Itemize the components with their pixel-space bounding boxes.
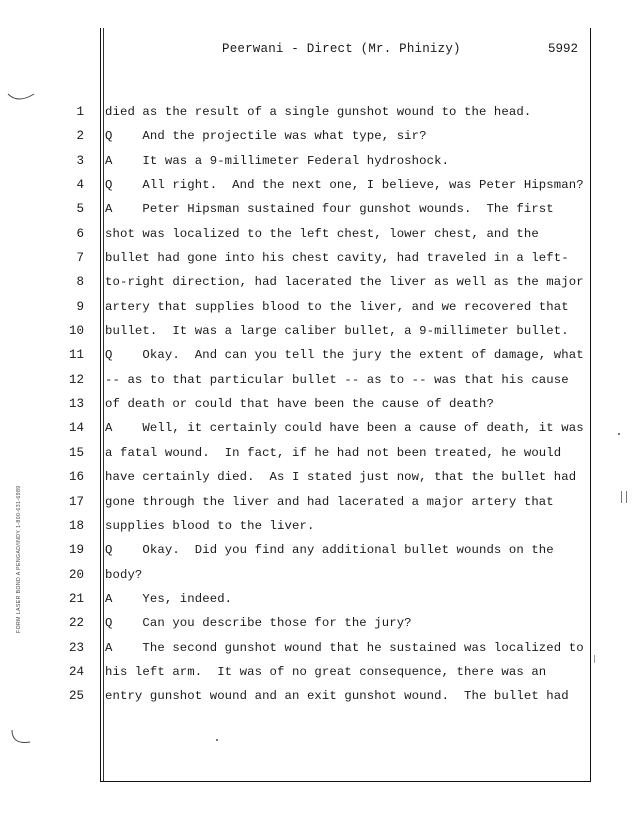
line-number: 24: [68, 664, 84, 679]
transcript-line: A Yes, indeed.: [105, 591, 233, 606]
line-number: 13: [68, 397, 84, 412]
line-number: 3: [76, 153, 84, 168]
transcript-line: Q Can you describe those for the jury?: [105, 616, 412, 631]
page-number: 5992: [548, 42, 579, 56]
transcript-line: died as the result of a single gunshot wound to the head.: [105, 105, 532, 119]
line-number-column: [58, 102, 84, 711]
scan-mark: [594, 655, 595, 663]
transcript-line: -- as to that particular bullet -- as to -- was that his cause: [105, 372, 569, 387]
line-number: 17: [68, 494, 84, 509]
line-number: 4: [76, 178, 84, 193]
transcript-line: entry gunshot wound and an exit gunshot wound. The bullet had: [105, 689, 569, 704]
transcript-line: supplies blood to the liver.: [105, 518, 315, 533]
line-number: 25: [68, 689, 84, 704]
line-number: 21: [68, 591, 84, 606]
line-number: 22: [68, 616, 84, 631]
transcript-line: A The second gunshot wound that he sustained was localized to: [105, 640, 584, 655]
transcript-line: have certainly died. As I stated just now, that the bullet had: [105, 470, 577, 485]
line-number: 9: [76, 299, 84, 314]
line-number: 18: [68, 518, 84, 533]
scan-speck: [216, 739, 218, 741]
page-header-title: Peerwani - Direct (Mr. Phinizy): [222, 42, 461, 56]
transcript-line: his left arm. It was of no great consequence, there was an: [105, 664, 547, 679]
transcript-line: A It was a 9-millimeter Federal hydroshock.: [105, 153, 450, 168]
transcript-line: bullet had gone into his chest cavity, had traveled in a left-: [105, 251, 569, 266]
inner-margin-rule: [103, 28, 104, 782]
transcript-line: A Peter Hipsman sustained four gunshot wounds. The first: [105, 202, 554, 217]
line-number: 10: [68, 324, 84, 339]
line-number: 12: [68, 372, 84, 387]
transcript-line: a fatal wound. In fact, if he had not been treated, he would: [105, 445, 562, 460]
transcript-line: Q Okay. Did you find any additional bullet wounds on the: [105, 543, 554, 558]
transcript-line: to-right direction, had lacerated the liver as well as the major: [105, 275, 584, 290]
scan-mark: [621, 491, 627, 503]
transcript-line: Q All right. And the next one, I believe, was Peter Hipsman?: [105, 178, 584, 193]
form-vendor-imprint: FORM LASER BOND A PENGAD/INDY 1-800-631-6989: [16, 485, 22, 633]
line-number: 11: [68, 348, 84, 363]
line-number: 5: [76, 202, 84, 217]
transcript-line: bullet. It was a large caliber bullet, a 9-millimeter bullet.: [105, 324, 569, 339]
line-number: 19: [68, 543, 84, 558]
binder-mark-bottom: [0, 0, 40, 760]
transcript-line: Q And the projectile was what type, sir?: [105, 129, 427, 144]
scan-speck: [618, 433, 620, 435]
transcript-line: Q Okay. And can you tell the jury the extent of damage, what: [105, 348, 584, 363]
line-number: 7: [76, 251, 84, 266]
transcript-body: [105, 102, 585, 711]
transcript-line: of death or could that have been the cause of death?: [105, 397, 494, 412]
line-number: 8: [76, 275, 84, 290]
bottom-rule: [100, 781, 591, 782]
line-number: 1: [76, 105, 84, 119]
line-number: 20: [68, 567, 84, 582]
transcript-line: artery that supplies blood to the liver, and we recovered that: [105, 299, 569, 314]
line-number: 2: [76, 129, 84, 144]
line-number: 14: [68, 421, 84, 436]
line-number: 6: [76, 226, 84, 241]
transcript-line: gone through the liver and had lacerated a major artery that: [105, 494, 554, 509]
transcript-line: A Well, it certainly could have been a cause of death, it was: [105, 421, 584, 436]
line-number: 16: [68, 470, 84, 485]
transcript-line: shot was localized to the left chest, lower chest, and the: [105, 226, 539, 241]
transcript-line: body?: [105, 567, 143, 582]
line-number: 23: [68, 640, 84, 655]
line-number: 15: [68, 445, 84, 460]
